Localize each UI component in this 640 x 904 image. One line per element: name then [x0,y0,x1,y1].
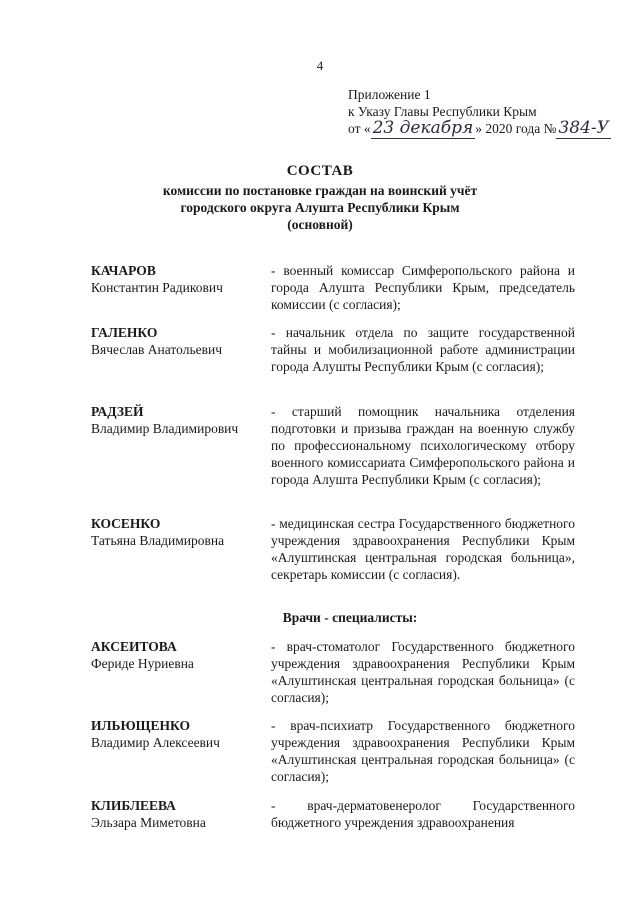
member-role: - военный комиссар Симферопольского района и города Алушта Республики Крым, председатель комиссии (с согласия); [271,263,575,312]
member-role: - медицинская сестра Государственного бюджетного учреждения здравоохранения Республики Крым «Алуштинская центральная городская больница», секретарь комиссии (с согласия). [271,516,575,582]
specialist-given-name: Феридe Нуриевна [91,656,194,671]
member-given-name: Константин Радикович [91,280,223,295]
member-role: - старший помощник начальника отделения подготовки и призыва граждан на военную службу по профессиональному психологическому отбору военного комиссариата Симферопольского района и города Алушта Республики Крым (с согласия); [271,404,575,487]
section-label: Врачи - специалисты: [282,610,418,625]
appendix-line-1: Приложение 1 [348,87,431,102]
specialist-role: - врач-дерматовенеролог Государственного бюджетного учреждения здравоохранения [271,798,575,830]
specialist-role: - врач-психиатр Государственного бюджетного учреждения здравоохранения Республики Крым «Алуштинская центральная городская больница» (с согласия); [271,718,575,784]
member-entry [91,515,575,582]
appendix-line-2: к Указу Главы Республики Крым [348,104,537,119]
specialist-surname: ИЛЬЮЩЕНКО [91,718,190,733]
appendix-line-3 [348,120,611,137]
member-given-name: Татьяна Владимировна [91,533,225,548]
heading-title: СОСТАВ [286,163,354,179]
specialist-role: - врач-стоматолог Государственного бюджетного учреждения здравоохранения Республики Крым «Алуштинская центральная городская больница» (с согласия); [271,639,575,705]
specialist-given-name: Владимир Алексеевич [91,735,220,750]
member-entry [91,262,575,312]
member-given-name: Вячеслав Анатольевич [91,342,222,357]
heading-line-3: (основной) [287,217,353,232]
member-entry [91,403,575,487]
page-number: 4 [316,58,324,73]
member-surname: КАЧАРОВ [91,263,156,278]
member-surname: РАДЗЕЙ [91,404,144,419]
specialist-entry [91,638,575,705]
heading-line-2: городского округа Алушта Республики Крым [180,200,460,215]
heading-line-1: комиссии по постановке граждан на воинский учёт [162,183,478,198]
appendix-date-prefix: от « [348,121,371,136]
handwritten-date: 23 декабря [372,118,474,138]
appendix-year: » 2020 года № [475,121,557,136]
member-surname: ГАЛЕНКО [91,325,158,340]
specialist-surname: КЛИБЛЕЕВА [91,798,176,813]
specialist-surname: АКСЕИТОВА [91,639,177,654]
member-given-name: Владимир Владимирович [91,421,239,436]
appendix-block [348,86,611,137]
handwritten-number: 384-У [558,118,609,138]
document-heading [0,163,640,233]
member-role: - начальник отдела по защите государственной тайны и мобилизационной работе администрации города Алушты Республики Крым (с согласия); [271,325,575,374]
member-surname: КОСЕНКО [91,516,161,531]
member-entry [91,324,575,374]
specialist-given-name: Эльзара Миметовна [91,815,206,830]
specialist-entry [91,797,575,831]
specialist-entry [91,717,575,784]
